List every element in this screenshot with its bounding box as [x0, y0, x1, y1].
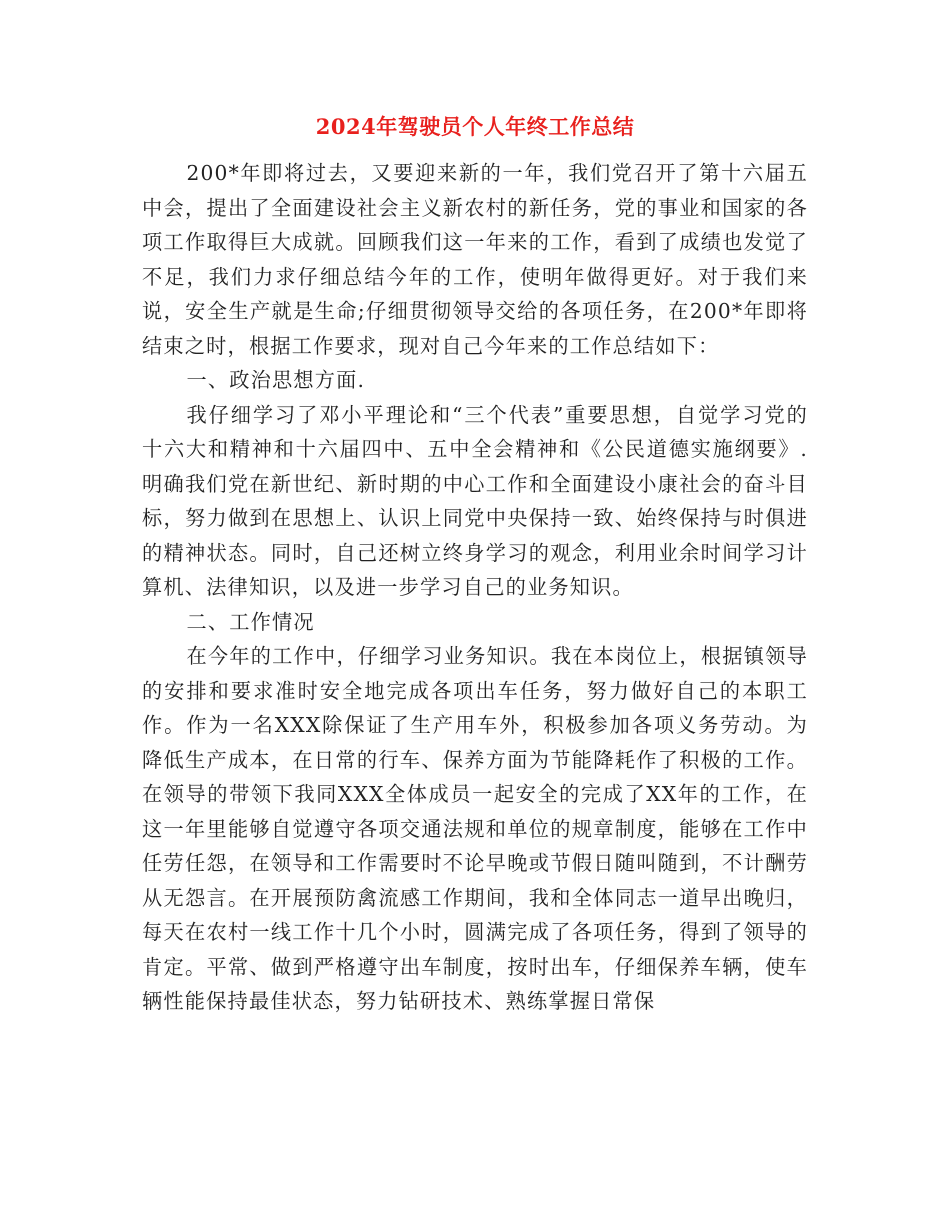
section-heading-work: 二、工作情况: [186, 609, 315, 634]
paragraph-intro: 200*年即将过去，又要迎来新的一年，我们党召开了第十六届五中会，提出了全面建设社会主义新农村的新任务，党的事业和国家的各项工作取得巨大成就。回顾我们这一年来的工作，看到了成绩也发觉了不足，我们力求仔细总结今年的工作，使明年做得更好。对于我们来说，安全生产就是生命;仔细贯彻领导交给的各项任务，在200*年即将结束之时，根据工作要求，现对自己今年来的工作总结如下：: [142, 161, 808, 358]
section-heading-political: 一、政治思想方面.: [186, 368, 366, 392]
document-body: [142, 156, 808, 1019]
document-title: 2024年驾驶员个人年终工作总结: [315, 114, 635, 139]
paragraph-political: 我仔细学习了邓小平理论和“三个代表”重要思想，自觉学习党的十六大和精神和十六届四中、五中全会精神和《公民道德实施纲要》.明确我们党在新世纪、新时期的中心工作和全面建设小康社会的奋斗目标，努力做到在思想上、认识上同党中央保持一致、始终保持与时俱进的精神状态。同时，自己还树立终身学习的观念，利用业余时间学习计算机、法律知识，以及进一步学习自己的业务知识。: [142, 402, 808, 599]
paragraph-work: 在今年的工作中，仔细学习业务知识。我在本岗位上，根据镇领导的安排和要求准时安全地完成各项出车任务，努力做好自己的本职工作。作为一名XXX除保证了生产用车外，积极参加各项义务劳动。为降低生产成本，在日常的行车、保养方面为节能降耗作了积极的工作。在领导的带领下我同XXX全体成员一起安全的完成了XX年的工作，在这一年里能够自觉遵守各项交通法规和单位的规章制度，能够在工作中任劳任怨，在领导和工作需要时不论早晚或节假日随叫随到，不计酬劳从无怨言。在开展预防禽流感工作期间，我和全体同志一道早出晚归，每天在农村一线工作十几个小时，圆满完成了各项任务，得到了领导的肯定。平常、做到严格遵守出车制度，按时出车，仔细保养车辆，使车辆性能保持最佳状态，努力钻研技术、熟练掌握日常保: [142, 644, 808, 1013]
